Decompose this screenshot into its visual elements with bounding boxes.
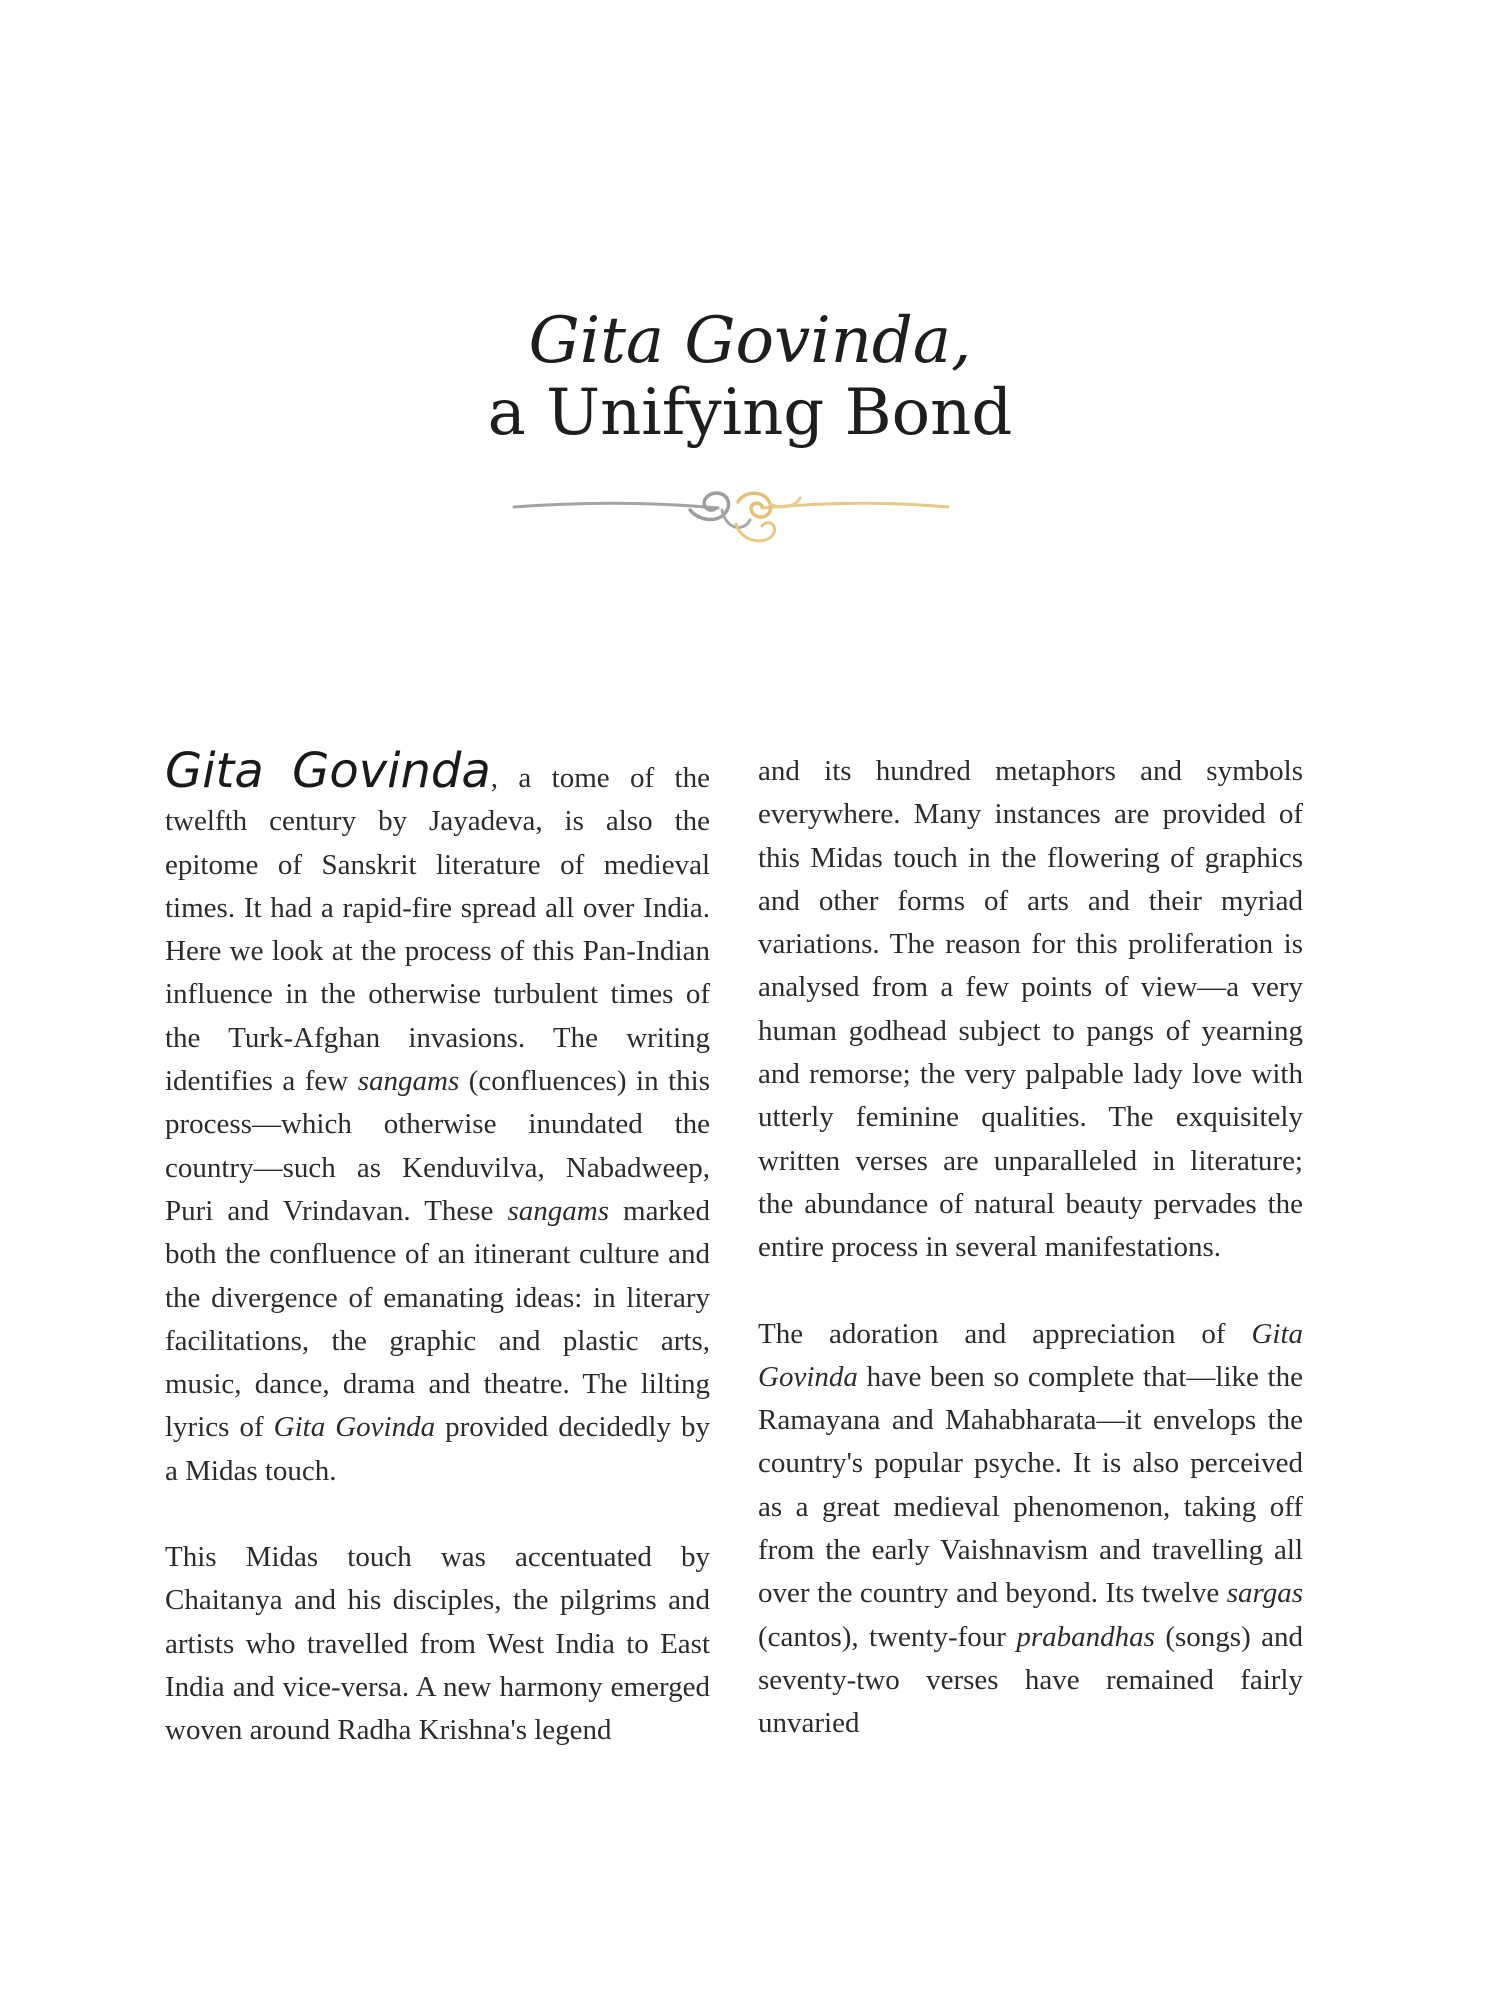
right-column	[758, 750, 1303, 1746]
title-line-1: Gita Govinda,	[528, 304, 972, 378]
page-title	[0, 305, 1500, 449]
ornament-line-left	[514, 503, 718, 508]
left-paragraph-1: Gita Govinda, a tome of the twelfth century by Jayadeva, is also the epitome of Sanskrit literature of medieval times. It had a rapid-fire spread all over India. Here we look at the process of this Pan-Indian influence in the otherwise turbulent times of the Turk-Afghan invasions. The writing identifies a few sangams (confluences) in this process—which otherwise inundated the country—such as Kenduvilva, Nabadweep, Puri and Vrindavan. These sangams marked both the confluence of an itinerant culture and the divergence of emanating ideas: in literary facilitations, the graphic and plastic arts, music, dance, drama and theatre. The lilting lyrics of Gita Govinda provided decidedly by a Midas touch.	[165, 743, 710, 1487]
right-paragraph-1: and its hundred metaphors and symbols everywhere. Many instances are provided of this Midas touch in the flowering of graphics and other forms of arts and their myriad variations. The reason for this proliferation is analysed from a few points of view—a very human godhead subject to pangs of yearning and remorse; the very palpable lady love with utterly feminine qualities. The exquisitely written verses are unparalleled in literature; the abundance of natural beauty pervades the entire process in several manifestations.	[758, 755, 1303, 1264]
left-paragraph-2: This Midas touch was accentuated by Chaitanya and his disciples, the pilgrims and artists who travelled from West India to East India and vice-versa. A new harmony emerged woven around Radha Krishna's legend	[165, 1541, 710, 1747]
lead-title: Gita Govinda	[165, 743, 491, 799]
ornament-swirl-gold	[738, 493, 771, 517]
right-paragraph-2: The adoration and appreciation of Gita Govinda have been so complete that—like the Ramayana and Mahabharata—it envelops the country's popular psyche. It is also perceived as a great medieval phenomenon, taking off from the early Vaishnavism and travelling all over the country and beyond. Its twelve sargas (cantos), twenty-four prabandhas (songs) and seventy-two verses have remained fairly unvaried	[758, 1317, 1303, 1740]
left-column	[165, 743, 710, 1753]
title-line-2: a Unifying Bond	[487, 376, 1013, 450]
scroll-flourish-icon	[500, 480, 960, 580]
